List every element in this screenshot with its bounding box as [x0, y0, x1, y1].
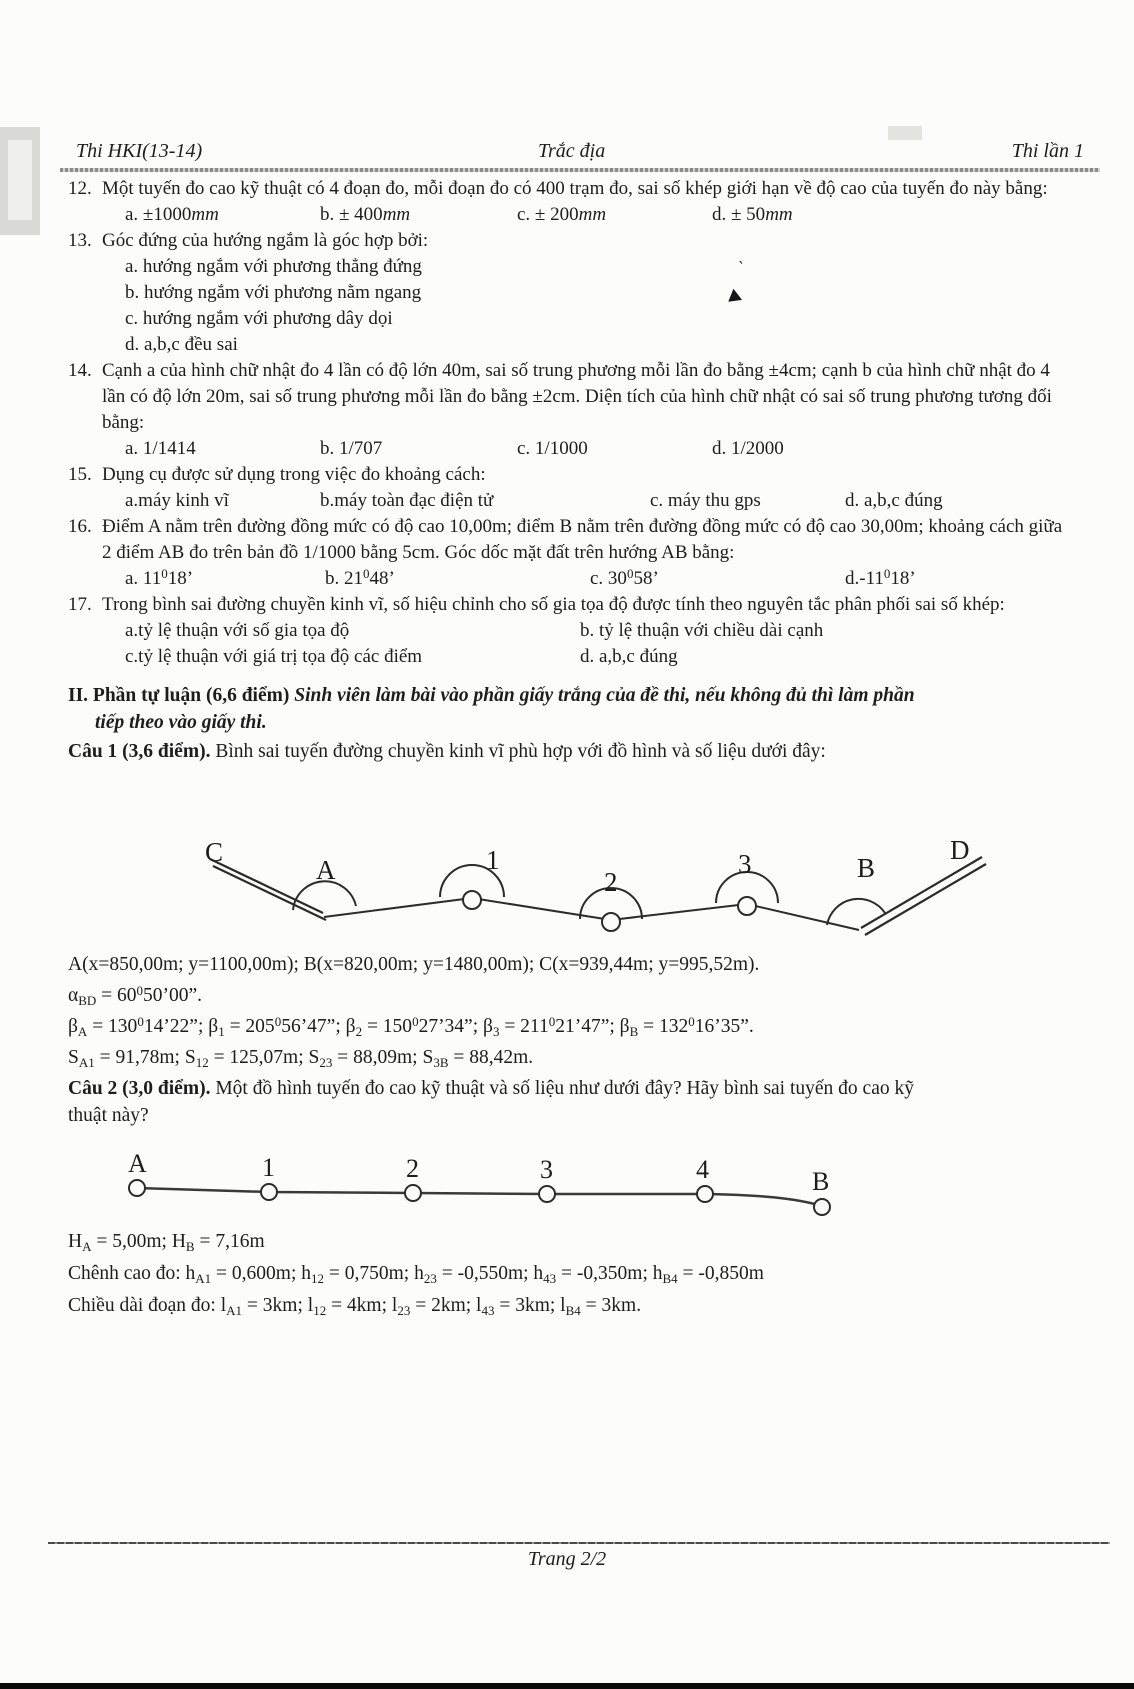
cau2-data-section-lengths: Chiều dài đoạn đo: $l_{A1} = 3km$; $l_{12} = 4km$; $l_{23} = 2km$; $l_{43} = 3km$; $l_{B4} = 3km$.: [68, 1295, 642, 1318]
leveling-diagram: [60, 1148, 1110, 1226]
option-b: b. ± 400mm: [320, 204, 411, 225]
option-d: d. a,b,c đều sai: [125, 334, 238, 355]
question-13: [68, 228, 1090, 254]
footer-rule: [48, 1542, 1110, 1544]
label-2: 2: [406, 1154, 419, 1183]
label-1: 1: [486, 844, 500, 875]
cau2-data-elevation-differences: Chênh cao đo: $h_{A1} = 0,600m$; $h_{12} = 0,750m$; $h_{23} = -0,550m$; $h_{43} = -0,350m$; $h_{B4} = -0,850m$: [68, 1263, 764, 1286]
label-B: B: [857, 852, 876, 883]
cau1-data-distances: $S_{A1} = 91,78m$; $S_{12} = 125,07m$; $S_{23} = 88,09m$; $S_{3B} = 88,42m$.: [68, 1046, 534, 1070]
question-number: 14.: [68, 360, 92, 381]
question-number: 13.: [68, 230, 92, 251]
option-d: d. ± 50mm: [712, 204, 793, 225]
question-text: Một tuyến đo cao kỹ thuật có 4 đoạn đo, mỗi đoạn đo có 400 trạm đo, sai số khép giới hạn về độ cao của tuyến đo này bằng:: [102, 178, 1048, 199]
traverse-diagram: [60, 785, 1110, 949]
scan-edge-bar: [0, 1683, 1134, 1689]
header-rule: [60, 168, 1100, 172]
option-c: c. hướng ngắm với phương dây dọi: [125, 308, 393, 329]
label-A: A: [128, 1149, 147, 1178]
section-2-instruction: Sinh viên làm bài vào phần giấy trắng của đề thi, nếu không đủ thì làm phần: [294, 685, 915, 706]
question-14: [68, 358, 1090, 436]
option-a: a. 1/1414: [125, 438, 196, 459]
question-13-options: [68, 254, 1090, 358]
station-circle-2: [602, 913, 620, 931]
fixed-line-CA-inner: [213, 866, 326, 920]
cau2-label: Câu 2 (3,0 điểm).: [68, 1077, 216, 1099]
benchmark-circle-B: [814, 1199, 830, 1215]
station-circle-1: [463, 891, 481, 909]
option-c: c. $30^058$’: [590, 566, 659, 589]
option-a: a.máy kinh vĩ: [125, 490, 229, 511]
section-2-heading: [68, 682, 1090, 736]
label-D: D: [950, 834, 970, 865]
cau1-data-coordinates: A(x=850,00m; y=1100,00m); B(x=820,00m; y=1480,00m); C(x=939,44m; y=995,52m).: [68, 953, 760, 975]
cau2-text-line1: Một đồ hình tuyến đo cao kỹ thuật và số liệu như dưới đây? Hãy bình sai tuyến đo cao kỹ: [215, 1077, 914, 1099]
option-d: d. 1/2000: [712, 438, 784, 459]
option-c: c. 1/1000: [517, 438, 588, 459]
station-circle-2: [405, 1185, 421, 1201]
cau2-data-heights: $H_A = 5,00m$; $H_B = 7,16m$: [68, 1231, 265, 1254]
option-c: c.tỷ lệ thuận với giá trị tọa độ các điểm: [125, 646, 423, 667]
option-a: a. ±1000mm: [125, 204, 219, 225]
header-exam-session: Thi HKI(13-14): [76, 140, 203, 162]
cau1-data-angles: $\beta_A$ = $130^014’22$”; $\beta_1$ = $205^056’47$”; $\beta_2$ = $150^027’34$”; $\beta_3$ = $211^021’47$”; $\beta_B$ = $132^016’35$”.: [68, 1013, 754, 1039]
question-17-options: [68, 618, 1090, 670]
option-d: $d.-11^018$’: [845, 566, 916, 589]
option-b: b. $21^048$’: [325, 566, 395, 589]
option-a: a.tỷ lệ thuận với số gia tọa độ: [125, 620, 350, 641]
station-circle-4: [697, 1186, 713, 1202]
label-C: C: [205, 836, 224, 867]
scan-artifact-top-right: [888, 126, 922, 140]
section-2-line1: [68, 682, 1090, 709]
label-3: 3: [540, 1155, 553, 1184]
question-12: [68, 176, 1090, 202]
question-17: [68, 592, 1090, 618]
question-14-options: [68, 436, 1090, 462]
question-number: 16.: [68, 516, 92, 537]
option-c: c. máy thu gps: [650, 490, 761, 511]
label-B: B: [812, 1167, 830, 1196]
section-2-instruction-line2: tiếp theo vào giấy thi.: [95, 712, 267, 733]
label-4: 4: [696, 1155, 709, 1184]
label-2: 2: [604, 866, 618, 897]
scan-artifact-left-inner: [8, 140, 32, 220]
angle-arc-A: [293, 881, 356, 910]
cau1-data-azimuth: $\alpha_{BD}$ = $60^050’00$”.: [68, 982, 203, 1008]
page-number: Trang 2/2: [527, 1548, 607, 1570]
label-3: 3: [738, 848, 752, 879]
cau1-heading: [68, 738, 1090, 765]
fixed-line-CA-outer: [210, 859, 323, 913]
header-attempt: Thi lần 1: [1011, 140, 1084, 162]
header-subject-title: Trắc địa: [538, 140, 606, 162]
cau1-text: Bình sai tuyến đường chuyền kinh vĩ phù hợp với đồ hình và số liệu dưới đây:: [215, 741, 826, 762]
cau1-label: Câu 1 (3,6 điểm).: [68, 741, 216, 762]
question-text: Góc đứng của hướng ngắm là góc hợp bởi:: [102, 230, 429, 251]
station-circle-1: [261, 1184, 277, 1200]
question-text: Điểm A nằm trên đường đồng mức có độ cao 10,00m; điểm B nằm trên đường đồng mức có độ cao 30,00m; khoảng cách giữa 2 điểm AB đo trên bản đồ 1/1000 bằng 5cm. Góc dốc mặt đất trên hướng AB bằng:: [102, 516, 1063, 563]
fixed-line-BD-inner: [865, 864, 986, 935]
option-b: b. 1/707: [320, 438, 383, 459]
question-number: 15.: [68, 464, 92, 485]
option-b: b. tỷ lệ thuận với chiều dài cạnh: [580, 620, 824, 641]
question-15-options: [68, 488, 1090, 514]
option-d: d. a,b,c đúng: [845, 490, 943, 511]
leveling-line: [137, 1188, 822, 1206]
question-text: Dụng cụ được sử dụng trong việc đo khoảng cách:: [102, 464, 486, 485]
option-d: d. a,b,c đúng: [580, 646, 678, 667]
cau2-heading: [68, 1075, 1090, 1129]
section-2-title: II. Phần tự luận (6,6 điểm): [68, 685, 295, 706]
question-16-options: [68, 566, 1090, 592]
benchmark-circle-A: [129, 1180, 145, 1196]
option-a: a. $11^018$’: [125, 566, 194, 589]
question-12-options: [68, 202, 1090, 228]
station-circle-3: [539, 1186, 555, 1202]
fixed-line-BD-outer: [861, 857, 982, 928]
question-16: [68, 514, 1090, 566]
question-text: Cạnh a của hình chữ nhật đo 4 lần có độ lớn 40m, sai số trung phương mỗi lần đo bằng ±4cm; cạnh b của hình chữ nhật đo 4 lần có độ lớn 20m, sai số trung phương mỗi lần đo bằng ±2cm. Diện tích của hình chữ nhật có sai số trung phương tương đối bằng:: [102, 360, 1052, 433]
label-1: 1: [262, 1153, 275, 1182]
cau2-text-line2: thuật này?: [68, 1104, 149, 1126]
angle-arc-B: [827, 898, 885, 924]
question-number: 17.: [68, 594, 92, 615]
question-number: 12.: [68, 178, 92, 199]
ink-mark-tick: ˋ: [735, 257, 745, 278]
option-b: b.máy toàn đạc điện tử: [320, 490, 494, 511]
option-c: c. ± 200mm: [517, 204, 607, 225]
option-a: a. hướng ngắm với phương thẳng đứng: [125, 256, 422, 277]
question-text: Trong bình sai đường chuyền kinh vĩ, số hiệu chỉnh cho số gia tọa độ được tính theo nguyên tắc phân phối sai số khép:: [102, 594, 1005, 615]
question-15: [68, 462, 1090, 488]
option-b: b. hướng ngắm với phương nằm ngang: [125, 282, 422, 303]
station-circle-3: [738, 897, 756, 915]
label-A: A: [316, 854, 336, 885]
exam-content: [68, 176, 1090, 1322]
